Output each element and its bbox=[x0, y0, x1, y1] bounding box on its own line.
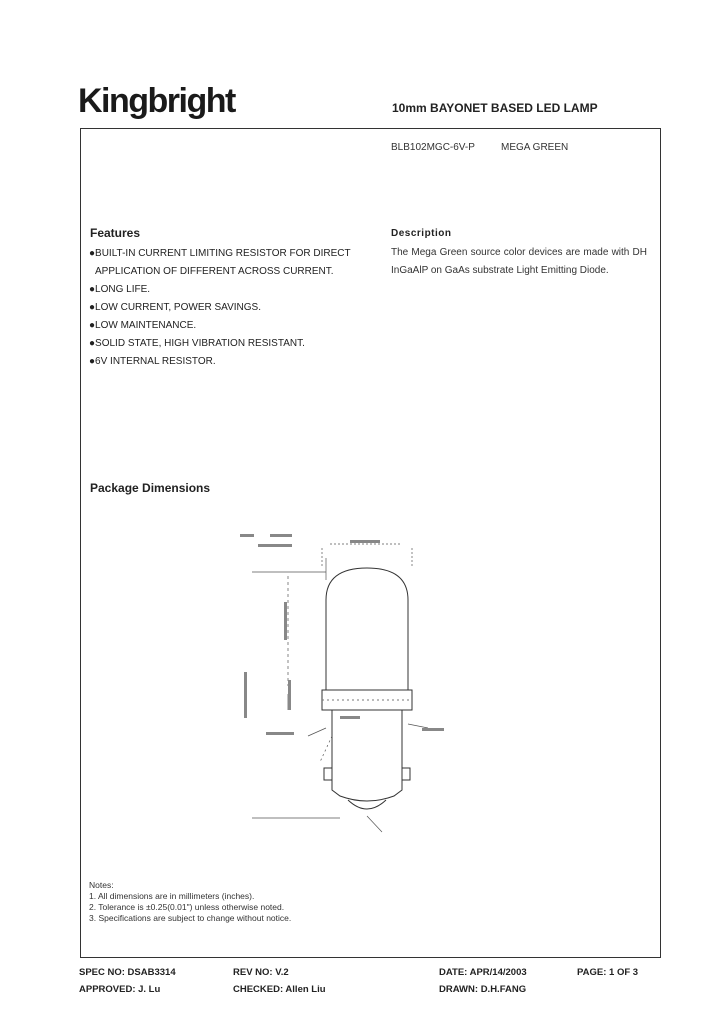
notes-block bbox=[89, 880, 291, 924]
part-color: MEGA GREEN bbox=[501, 142, 569, 153]
drawn-by: DRAWN: D.H.FANG bbox=[439, 984, 527, 995]
bayonet-base-outline bbox=[332, 710, 402, 801]
led-lamp-dimension-drawing bbox=[230, 522, 460, 842]
features-list bbox=[89, 245, 379, 371]
description-heading: Description bbox=[391, 228, 452, 239]
feature-item: ●LOW MAINTENANCE. bbox=[89, 320, 197, 331]
spec-number: SPEC NO: DSAB3314 bbox=[79, 967, 176, 978]
note-item: 3. Specifications are subject to change without notice. bbox=[89, 913, 292, 923]
feature-item: ●6V INTERNAL RESISTOR. bbox=[89, 356, 216, 367]
feature-item: ●LOW CURRENT, POWER SAVINGS. bbox=[89, 302, 261, 313]
led-lens-outline bbox=[326, 568, 408, 690]
part-number: BLB102MGC-6V-P bbox=[391, 142, 475, 153]
bayonet-pin-left bbox=[324, 768, 332, 780]
date: DATE: APR/14/2003 bbox=[439, 967, 527, 978]
checked-by: CHECKED: Allen Liu bbox=[233, 984, 326, 995]
approved-by: APPROVED: J. Lu bbox=[79, 984, 161, 995]
feature-item: ●LONG LIFE. bbox=[89, 284, 151, 295]
feature-item: ●SOLID STATE, HIGH VIBRATION RESISTANT. bbox=[89, 338, 305, 349]
features-heading: Features bbox=[90, 226, 141, 240]
notes-heading: Notes: bbox=[89, 880, 114, 890]
feature-item: APPLICATION OF DIFFERENT ACROSS CURRENT. bbox=[95, 266, 334, 277]
note-item: 1. All dimensions are in millimeters (inches). bbox=[89, 891, 255, 901]
document-title: 10mm BAYONET BASED LED LAMP bbox=[392, 101, 598, 115]
package-dimensions-heading: Package Dimensions bbox=[90, 481, 211, 495]
revision-number: REV NO: V.2 bbox=[233, 967, 289, 978]
page-number: PAGE: 1 OF 3 bbox=[577, 967, 639, 978]
kingbright-logo: Kingbright bbox=[78, 82, 235, 120]
bayonet-pin-right bbox=[402, 768, 410, 780]
feature-item: ●BUILT-IN CURRENT LIMITING RESISTOR FOR DIRECT bbox=[89, 248, 351, 259]
description-text: The Mega Green source color devices are made with DH InGaAlP on GaAs substrate Light Emitting Diode. bbox=[391, 247, 647, 276]
note-item: 2. Tolerance is ±0.25(0.01") unless otherwise noted. bbox=[89, 902, 285, 912]
